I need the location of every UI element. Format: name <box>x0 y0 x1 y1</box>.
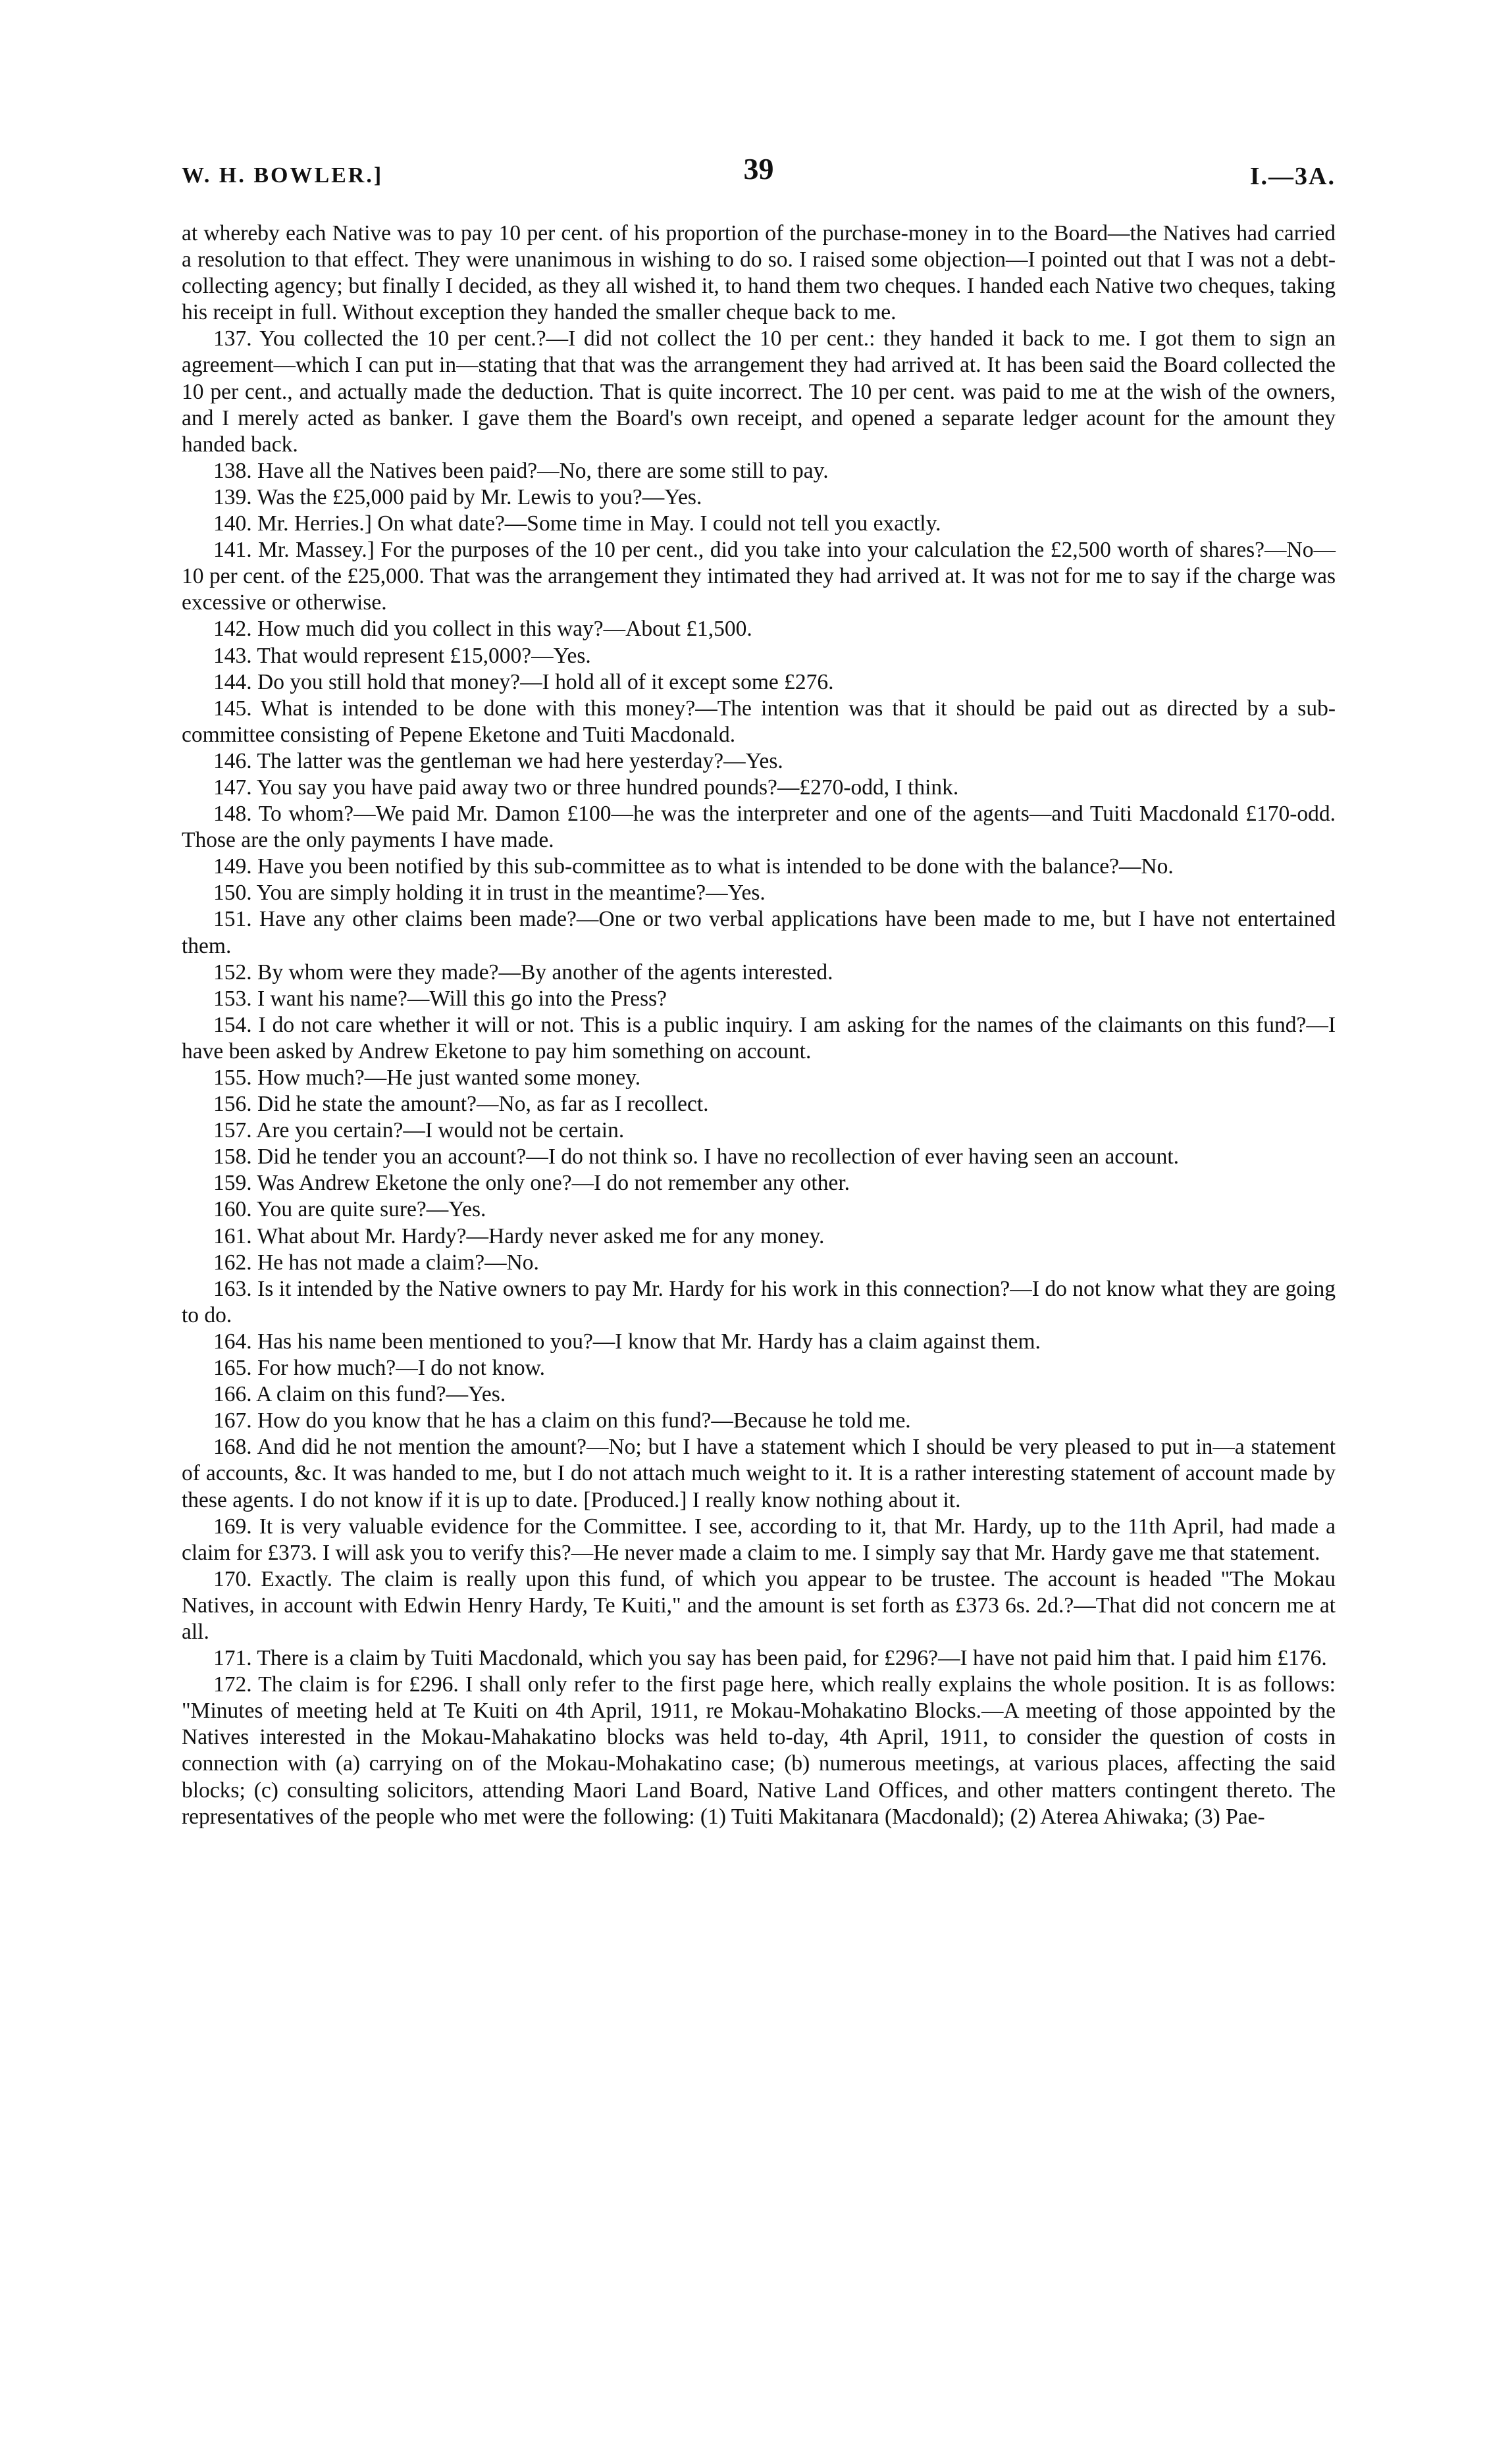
header-witness-name: W. H. BOWLER.] <box>182 163 384 188</box>
evidence-text <box>182 220 1336 1830</box>
paragraph-139: 139. Was the £25,000 paid by Mr. Lewis to you?—Yes. <box>213 484 702 509</box>
paragraph-165: 165. For how much?—I do not know. <box>213 1356 546 1381</box>
paragraph-154: 154. I do not care whether it will or not. This is a public inquiry. I am asking for the names of the claimants on this fund?—I have been asked by Andrew Eketone to pay him something on account. <box>182 1012 1336 1064</box>
paragraph-149: 149. Have you been notified by this sub-committee as to what is intended to be done with the balance?—No. <box>213 854 1174 879</box>
paragraph-147: 147. You say you have paid away two or three hundred pounds?—£270-odd, I think. <box>213 775 959 800</box>
paragraph-159: 159. Was Andrew Eketone the only one?—I do not remember any other. <box>213 1171 850 1196</box>
paragraph-138: 138. Have all the Natives been paid?—No, there are some still to pay. <box>213 458 829 483</box>
paragraph-156: 156. Did he state the amount?—No, as far as I recollect. <box>213 1092 709 1117</box>
paragraph-145: 145. What is intended to be done with this money?—The intention was that it should be paid out as directed by a sub-committee consisting of Pepene Eketone and Tuiti Macdonald. <box>182 696 1336 747</box>
paragraph-141: 141. Mr. Massey.] For the purposes of the 10 per cent., did you take into your calculation the £2,500 worth of shares?—No—10 per cent. of the £25,000. That was the arrangement they intimated they had arrived at. It was not for me to say if the charge was excessive or otherwise. <box>182 538 1336 615</box>
paragraph-152: 152. By whom were they made?—By another of the agents interested. <box>213 960 833 985</box>
paragraph-140: 140. Mr. Herries.] On what date?—Some time in May. I could not tell you exactly. <box>213 511 941 536</box>
paragraph-167: 167. How do you know that he has a claim on this fund?—Because he told me. <box>213 1408 911 1433</box>
paragraph-168: 168. And did he not mention the amount?—No; but I have a statement which I should be very pleased to put in—a statement of accounts, &c. It was handed to me, but I do not attach much weight to it. It is a rather interesting statement of account made by these agents. I do not know if it is up to date. [Produced.] I really know nothing about it. <box>182 1435 1336 1512</box>
paragraph-160: 160. You are quite sure?—Yes. <box>213 1197 486 1222</box>
page-number: 39 <box>743 152 774 186</box>
paragraph-170: 170. Exactly. The claim is really upon this fund, of which you appear to be trustee. The account is headed "The Mokau Natives, in account with Edwin Henry Hardy, Te Kuiti," and the amount is set forth as £373 6s. 2d.?—That did not concern me at all. <box>182 1566 1336 1644</box>
paragraph-continued: at whereby each Native was to pay 10 per cent. of his proportion of the purchase-money in to the Board—the Natives had carried a resolution to that effect. They were unanimous in wishing to do so. I raised some objection—I pointed out that I was not a debt-collecting agency; but finally I decided, as they all wished it, to hand them two cheques. I handed each Native two cheques, taking his receipt in full. Without exception they handed the smaller cheque back to me. <box>182 221 1336 325</box>
paragraph-144: 144. Do you still hold that money?—I hold all of it except some £276. <box>213 669 834 694</box>
paragraph-142: 142. How much did you collect in this way?—About £1,500. <box>213 617 752 642</box>
paragraph-155: 155. How much?—He just wanted some money. <box>213 1065 641 1090</box>
paragraph-157: 157. Are you certain?—I would not be certain. <box>213 1118 625 1143</box>
paragraph-164: 164. Has his name been mentioned to you?—I know that Mr. Hardy has a claim against them. <box>213 1329 1041 1354</box>
paragraph-153: 153. I want his name?—Will this go into the Press? <box>213 986 667 1011</box>
paragraph-146: 146. The latter was the gentleman we had here yesterday?—Yes. <box>213 748 783 773</box>
paragraph-148: 148. To whom?—We paid Mr. Damon £100—he was the interpreter and one of the agents—and Tuiti Macdonald £170-odd. Those are the only payments I have made. <box>182 802 1336 853</box>
paragraph-169: 169. It is very valuable evidence for the Committee. I see, according to it, that Mr. Hardy, up to the 11th April, had made a claim for £373. I will ask you to verify this?—He never made a claim to me. I simply say that Mr. Hardy gave me that statement. <box>182 1514 1336 1565</box>
paragraph-171: 171. There is a claim by Tuiti Macdonald, which you say has been paid, for £296?—I have not paid him that. I paid him £176. <box>213 1646 1327 1671</box>
paragraph-161: 161. What about Mr. Hardy?—Hardy never asked me for any money. <box>213 1223 825 1248</box>
paragraph-166: 166. A claim on this fund?—Yes. <box>213 1382 506 1407</box>
paragraph-137: 137. You collected the 10 per cent.?—I did not collect the 10 per cent.: they handed it back to me. I got them to sign an agreement—which I can put in—stating that that was the arrangement they had arrived at. It has been said the Board collected the 10 per cent., and actually made the deduction. That is quite incorrect. The 10 per cent. was paid to me at the wish of the owners, and I merely acted as banker. I gave them the Board's own receipt, and opened a separate ledger acount for the amount they handed back. <box>182 326 1336 457</box>
paragraph-172: 172. The claim is for £296. I shall only refer to the first page here, which really explains the whole position. It is as follows: "Minutes of meeting held at Te Kuiti on 4th April, 1911, re Mokau-Mohakatino Blocks.—A meeting of those appointed by the Natives interested in the Mokau-Mahakatino blocks was held to-day, 4th April, 1911, to consider the question of costs in connection with (a) carrying on of the Mokau-Mohakatino case; (b) numerous meetings, at various places, affecting the said blocks; (c) consulting solicitors, attending Maori Land Board, Native Land Offices, and other matters contingent thereto. The representatives of the people who met were the following: (1) Tuiti Makitanara (Macdonald); (2) Aterea Ahiwaka; (3) Pae- <box>182 1672 1336 1829</box>
paragraph-151: 151. Have any other claims been made?—One or two verbal applications have been made to me, but I have not entertained them. <box>182 907 1336 958</box>
paragraph-150: 150. You are simply holding it in trust in the meantime?—Yes. <box>213 881 766 906</box>
paragraph-162: 162. He has not made a claim?—No. <box>213 1250 539 1275</box>
paragraph-163: 163. Is it intended by the Native owners to pay Mr. Hardy for his work in this connection?—I do not know what they are going to do. <box>182 1276 1336 1327</box>
paragraph-158: 158. Did he tender you an account?—I do not think so. I have no recollection of ever having seen an account. <box>213 1144 1179 1169</box>
document-reference: I.—3A. <box>1249 163 1336 190</box>
page-header <box>182 151 1336 191</box>
paragraph-143: 143. That would represent £15,000?—Yes. <box>213 643 591 668</box>
